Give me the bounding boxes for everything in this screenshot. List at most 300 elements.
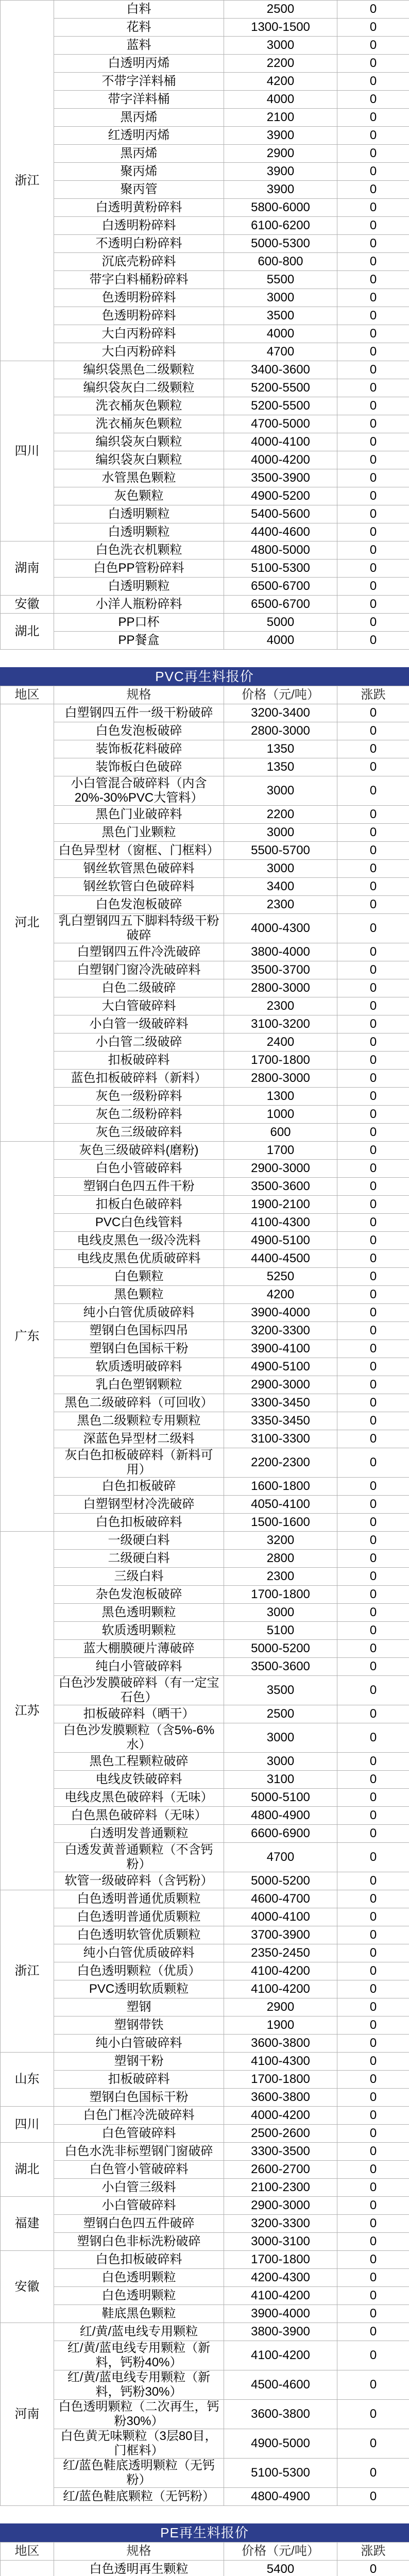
price-cell: 3000 <box>224 1753 337 1771</box>
change-cell: 0 <box>337 997 409 1015</box>
table-row <box>1 997 409 1015</box>
region-cell: 山东 <box>1 2053 54 2107</box>
price-cell: 2300 <box>224 896 337 914</box>
spec-cell: 电线皮黑色优质破碎料 <box>54 1250 224 1268</box>
change-cell: 0 <box>337 632 409 650</box>
change-cell: 0 <box>337 181 409 199</box>
region-cell: 福建 <box>1 2197 54 2251</box>
spec-cell: 白色透明颗粒（二次再生，钙粉30%） <box>54 2400 224 2429</box>
price-cell: 4200-4300 <box>224 2269 337 2287</box>
change-cell: 0 <box>337 842 409 860</box>
table-row <box>1 127 409 145</box>
price-section <box>0 667 409 2506</box>
price-cell: 3500-3600 <box>224 1658 337 1676</box>
table-row <box>1 433 409 451</box>
change-cell: 0 <box>337 2561 409 2576</box>
spec-cell: 灰色颗粒 <box>54 487 224 505</box>
spec-cell: 黑丙烯 <box>54 145 224 163</box>
table-row <box>1 1872 409 1890</box>
change-cell: 0 <box>337 596 409 614</box>
spec-cell: 黑色二级破碎料（可回收） <box>54 1394 224 1412</box>
spec-cell: 白色透明颗粒 <box>54 2269 224 2287</box>
header-row <box>1 686 409 704</box>
table-row <box>1 2370 409 2400</box>
table-row <box>1 614 409 632</box>
table-row <box>1 806 409 824</box>
price-cell: 2200-2300 <box>224 1448 337 1478</box>
change-cell: 0 <box>337 578 409 596</box>
change-cell: 0 <box>337 217 409 235</box>
spec-cell: 白透发黄普通颗粒（不含钙粉） <box>54 1843 224 1872</box>
change-cell: 0 <box>337 1998 409 2016</box>
spec-cell: 大白管破碎料 <box>54 997 224 1015</box>
table-row <box>1 1304 409 1322</box>
price-cell: 4100-4200 <box>224 2287 337 2305</box>
change-cell: 0 <box>337 1430 409 1448</box>
spec-cell: 黑色工程颗粒破碎 <box>54 1753 224 1771</box>
price-cell: 3000-3100 <box>224 2233 337 2251</box>
change-cell: 0 <box>337 1412 409 1430</box>
table-row <box>1 2429 409 2459</box>
table-row <box>1 451 409 469</box>
price-cell: 3000 <box>224 289 337 307</box>
spec-cell: 小白管破碎料 <box>54 2197 224 2215</box>
spec-cell: 白透明颗粒 <box>54 578 224 596</box>
table-row <box>1 961 409 979</box>
change-cell: 0 <box>337 1658 409 1676</box>
change-cell: 0 <box>337 397 409 415</box>
spec-cell: 软质透明颗粒 <box>54 1622 224 1640</box>
table-row <box>1 1908 409 1926</box>
change-cell: 0 <box>337 451 409 469</box>
price-cell: 3000 <box>224 860 337 878</box>
spec-cell: 黑丙烯 <box>54 109 224 127</box>
spec-cell: 白透明黄粉碎料 <box>54 199 224 217</box>
spec-cell: PVC白色线管料 <box>54 1214 224 1232</box>
table-row <box>1 1604 409 1622</box>
table-row <box>1 824 409 842</box>
price-cell: 2900-3000 <box>224 1160 337 1178</box>
table-row <box>1 109 409 127</box>
spec-cell: 白塑钢门窗冷洗破碎料 <box>54 961 224 979</box>
table-row <box>1 1052 409 1070</box>
change-cell: 0 <box>337 1015 409 1033</box>
price-cell: 3100-3200 <box>224 1015 337 1033</box>
spec-cell: 白色异型材（窗框、门框料） <box>54 842 224 860</box>
price-cell: 2500 <box>224 1 337 19</box>
table-row <box>1 1142 409 1160</box>
change-cell: 0 <box>337 1807 409 1825</box>
spec-cell: 小白管二级破碎 <box>54 1033 224 1052</box>
table-row <box>1 943 409 961</box>
table-row <box>1 1550 409 1568</box>
spec-cell: 大白丙粉碎料 <box>54 343 224 361</box>
section-title: PE再生料报价 <box>0 2523 409 2542</box>
price-cell: 3400-3600 <box>224 361 337 379</box>
price-cell: 1350 <box>224 740 337 758</box>
price-cell: 3500 <box>224 1676 337 1705</box>
change-cell: 0 <box>337 1496 409 1514</box>
price-table <box>0 2542 409 2576</box>
price-cell: 4800-5000 <box>224 541 337 560</box>
table-row <box>1 596 409 614</box>
spec-cell: 白色小管破碎料 <box>54 1160 224 1178</box>
price-section <box>0 0 409 650</box>
change-cell: 0 <box>337 1550 409 1568</box>
price-cell: 2350-2450 <box>224 1944 337 1962</box>
table-row <box>1 578 409 596</box>
change-cell: 0 <box>337 91 409 109</box>
spec-cell: 白色沙发膜破碎料（有一定宝石色） <box>54 1676 224 1705</box>
table-row <box>1 704 409 722</box>
price-cell: 3900-4000 <box>224 1304 337 1322</box>
table-row <box>1 2071 409 2089</box>
spec-cell: 扣板破碎料（晒干） <box>54 1705 224 1723</box>
table-row <box>1 37 409 55</box>
price-cell: 4600-4700 <box>224 1890 337 1908</box>
spec-cell: 一级硬白料 <box>54 1532 224 1550</box>
change-cell: 0 <box>337 1908 409 1926</box>
spec-cell: 塑钢白色非标洗粉破碎 <box>54 2233 224 2251</box>
change-cell: 0 <box>337 19 409 37</box>
price-cell: 5800-6000 <box>224 199 337 217</box>
change-cell: 0 <box>337 2305 409 2323</box>
region-cell: 四川 <box>1 2107 54 2143</box>
price-cell: 4900-5100 <box>224 1232 337 1250</box>
spec-cell: 白透明发普通颗粒 <box>54 1825 224 1843</box>
change-cell: 0 <box>337 1250 409 1268</box>
price-cell: 4000 <box>224 91 337 109</box>
spec-cell: 聚丙管 <box>54 181 224 199</box>
price-cell: 2400 <box>224 1033 337 1052</box>
table-row <box>1 1286 409 1304</box>
table-row <box>1 1980 409 1998</box>
spec-cell: 纯小白管优质破碎料 <box>54 1944 224 1962</box>
price-cell: 4200 <box>224 73 337 91</box>
price-cell: 1700-1800 <box>224 1052 337 1070</box>
change-cell: 0 <box>337 1232 409 1250</box>
spec-cell: 沉底壳粉碎料 <box>54 253 224 271</box>
change-cell: 0 <box>337 1322 409 1340</box>
table-row <box>1 1926 409 1944</box>
change-cell: 0 <box>337 1268 409 1286</box>
spec-cell: 灰色一级粉碎料 <box>54 1088 224 1106</box>
price-cell: 4700-5000 <box>224 415 337 433</box>
price-cell: 3900-4100 <box>224 1340 337 1358</box>
table-row <box>1 505 409 523</box>
price-cell: 3900 <box>224 127 337 145</box>
price-cell: 3500-3700 <box>224 961 337 979</box>
change-cell: 0 <box>337 235 409 253</box>
spec-cell: 红/黄/蓝电线专用颗粒（新料，钙粉30%） <box>54 2370 224 2400</box>
spec-cell: 蓝大棚膜硬片薄破碎 <box>54 1640 224 1658</box>
spec-cell: 塑钢白色四五件干粉 <box>54 1178 224 1196</box>
price-cell: 2600-2700 <box>224 2161 337 2179</box>
change-cell: 0 <box>337 1340 409 1358</box>
spec-cell: 聚丙烯 <box>54 163 224 181</box>
change-cell: 0 <box>337 1478 409 1496</box>
spec-cell: 装饰板花料破碎 <box>54 740 224 758</box>
price-cell: 4500-4600 <box>224 2370 337 2400</box>
change-cell: 0 <box>337 2143 409 2161</box>
change-cell: 0 <box>337 37 409 55</box>
spec-cell: 塑钢带铁 <box>54 2016 224 2035</box>
change-cell: 0 <box>337 2016 409 2035</box>
price-cell: 4000-4100 <box>224 1908 337 1926</box>
header-spec: 规格 <box>54 686 224 704</box>
header-price: 价格（元/吨） <box>224 2543 337 2561</box>
price-section <box>0 2523 409 2576</box>
price-cell: 4100-4200 <box>224 1962 337 1980</box>
change-cell: 0 <box>337 2370 409 2400</box>
price-cell: 4800-4900 <box>224 1807 337 1825</box>
price-cell: 2100 <box>224 109 337 127</box>
table-row <box>1 758 409 776</box>
table-row <box>1 1250 409 1268</box>
spec-cell: 白色扣板破碎料 <box>54 2251 224 2269</box>
table-row <box>1 2488 409 2506</box>
region-cell: 安徽 <box>1 2251 54 2323</box>
region-cell <box>1 2561 54 2576</box>
spec-cell: 洗衣桶灰色颗粒 <box>54 397 224 415</box>
price-cell: 5400 <box>224 2561 337 2576</box>
price-cell: 4900-5200 <box>224 487 337 505</box>
spec-cell: 塑钢干粉 <box>54 2053 224 2071</box>
spec-cell: 小洋人瓶粉碎料 <box>54 596 224 614</box>
spec-cell: 黑色门业颗粒 <box>54 824 224 842</box>
table-row <box>1 1807 409 1825</box>
price-cell: 1300 <box>224 1088 337 1106</box>
change-cell: 0 <box>337 145 409 163</box>
change-cell: 0 <box>337 307 409 325</box>
change-cell: 0 <box>337 1196 409 1214</box>
price-cell: 1900-2100 <box>224 1196 337 1214</box>
change-cell: 0 <box>337 914 409 943</box>
spec-cell: 纯小白管优质破碎料 <box>54 1304 224 1322</box>
header-price: 价格（元/吨） <box>224 686 337 704</box>
header-region: 地区 <box>1 686 54 704</box>
table-row <box>1 1890 409 1908</box>
spec-cell: 红/蓝色鞋底透明颗粒（无钙粉） <box>54 2459 224 2488</box>
spec-cell: 白色扣板破碎料 <box>54 1514 224 1532</box>
table-row <box>1 2341 409 2370</box>
spec-cell: 白色沙发膜颗粒（含5%-6%水） <box>54 1723 224 1753</box>
change-cell: 0 <box>337 614 409 632</box>
price-cell: 1700-1800 <box>224 2251 337 2269</box>
price-cell: 4000-4200 <box>224 2107 337 2125</box>
table-row <box>1 1705 409 1723</box>
price-cell: 2800-3000 <box>224 1070 337 1088</box>
price-cell: 3200 <box>224 1532 337 1550</box>
table-row <box>1 2233 409 2251</box>
price-cell: 4000-4100 <box>224 433 337 451</box>
spec-cell: 装饰板白色破碎 <box>54 758 224 776</box>
spec-cell: 白色管小管破碎料 <box>54 2161 224 2179</box>
price-cell: 5200-5500 <box>224 379 337 397</box>
table-row <box>1 217 409 235</box>
change-cell: 0 <box>337 722 409 740</box>
spec-cell: 蓝色扣板破碎料（新料） <box>54 1070 224 1088</box>
price-table <box>0 686 409 2506</box>
table-row <box>1 1514 409 1532</box>
table-row <box>1 1358 409 1376</box>
price-cell: 4100-4300 <box>224 2053 337 2071</box>
table-row <box>1 1586 409 1604</box>
spec-cell: 编织袋黑色二级颗粒 <box>54 361 224 379</box>
table-row <box>1 632 409 650</box>
spec-cell: 带字白料桶粉碎料 <box>54 271 224 289</box>
change-cell: 0 <box>337 1286 409 1304</box>
table-row <box>1 1825 409 1843</box>
spec-cell: 黑色门业破碎料 <box>54 806 224 824</box>
price-cell: 4050-4100 <box>224 1496 337 1514</box>
change-cell: 0 <box>337 433 409 451</box>
price-cell: 1700-1800 <box>224 2071 337 2089</box>
change-cell: 0 <box>337 824 409 842</box>
spec-cell: 白色透明颗粒 <box>54 2287 224 2305</box>
table-row <box>1 2179 409 2197</box>
price-cell: 3500-3900 <box>224 469 337 487</box>
change-cell: 0 <box>337 1033 409 1052</box>
spec-cell: 扣板破碎料 <box>54 1052 224 1070</box>
table-row <box>1 1376 409 1394</box>
price-cell: 5500-5700 <box>224 842 337 860</box>
price-cell: 4700 <box>224 1843 337 1872</box>
price-cell: 1350 <box>224 758 337 776</box>
spec-cell: 白色黄无味颗粒（3层80目，门框料） <box>54 2429 224 2459</box>
price-cell: 4700 <box>224 343 337 361</box>
table-row <box>1 2016 409 2035</box>
change-cell: 0 <box>337 1070 409 1088</box>
table-row <box>1 878 409 896</box>
table-row <box>1 2287 409 2305</box>
change-cell: 0 <box>337 896 409 914</box>
table-row <box>1 1033 409 1052</box>
table-row <box>1 1160 409 1178</box>
table-row <box>1 2459 409 2488</box>
spec-cell: 白色扣板破碎 <box>54 1478 224 1496</box>
spec-cell: 白色透明普通优质颗粒 <box>54 1908 224 1926</box>
table-row <box>1 19 409 37</box>
price-cell: 3000 <box>224 37 337 55</box>
spec-cell: 大白丙粉碎料 <box>54 325 224 343</box>
table-row <box>1 163 409 181</box>
spec-cell: 红/蓝色鞋底颗粒（无钙粉） <box>54 2488 224 2506</box>
table-row <box>1 896 409 914</box>
spec-cell: 小白管三级料 <box>54 2179 224 2197</box>
price-cell: 3300-3450 <box>224 1394 337 1412</box>
price-cell: 3200-3300 <box>224 2215 337 2233</box>
change-cell: 0 <box>337 1676 409 1705</box>
price-cell: 2500-2600 <box>224 2125 337 2143</box>
price-cell: 600-800 <box>224 253 337 271</box>
price-cell: 1700 <box>224 1142 337 1160</box>
price-table <box>0 0 409 650</box>
price-cell: 2800-3000 <box>224 722 337 740</box>
spec-cell: 白透明颗粒 <box>54 523 224 541</box>
price-cell: 1900 <box>224 2016 337 2035</box>
price-cell: 3900-4000 <box>224 2305 337 2323</box>
spec-cell: 编织袋灰白颗粒 <box>54 433 224 451</box>
table-row <box>1 1843 409 1872</box>
spec-cell: 白塑钢型材冷洗破碎 <box>54 1496 224 1514</box>
price-cell: 2900-3000 <box>224 2197 337 2215</box>
change-cell: 0 <box>337 1124 409 1142</box>
table-row <box>1 722 409 740</box>
table-row <box>1 73 409 91</box>
table-row <box>1 1640 409 1658</box>
table-row <box>1 145 409 163</box>
change-cell: 0 <box>337 1088 409 1106</box>
spec-cell: 扣板白色破碎料 <box>54 1196 224 1214</box>
spec-cell: 不透明白粉碎料 <box>54 235 224 253</box>
price-cell: 5500 <box>224 271 337 289</box>
spec-cell: 带字洋料桶 <box>54 91 224 109</box>
price-cell: 6500-6700 <box>224 596 337 614</box>
price-cell: 5000-5200 <box>224 1872 337 1890</box>
table-row <box>1 1088 409 1106</box>
change-cell: 0 <box>337 361 409 379</box>
change-cell: 0 <box>337 1944 409 1962</box>
change-cell: 0 <box>337 2161 409 2179</box>
table-row <box>1 2197 409 2215</box>
change-cell: 0 <box>337 2071 409 2089</box>
change-cell: 0 <box>337 1586 409 1604</box>
table-row <box>1 2143 409 2161</box>
region-cell: 浙江 <box>1 1 54 361</box>
table-row <box>1 1394 409 1412</box>
price-cell: 3600-3800 <box>224 2400 337 2429</box>
spec-cell: 水管黑色颗粒 <box>54 469 224 487</box>
change-cell: 0 <box>337 560 409 578</box>
change-cell: 0 <box>337 1825 409 1843</box>
spec-cell: 钢丝软管白色破碎料 <box>54 878 224 896</box>
table-row <box>1 776 409 806</box>
table-row <box>1 469 409 487</box>
spec-cell: 杂色发泡板破碎 <box>54 1586 224 1604</box>
change-cell: 0 <box>337 2179 409 2197</box>
spec-cell: 白色透明再生颗粒 <box>54 2561 224 2576</box>
change-cell: 0 <box>337 806 409 824</box>
header-change: 涨跌 <box>337 2543 409 2561</box>
spec-cell: 编织袋灰白颗粒 <box>54 451 224 469</box>
table-row <box>1 2161 409 2179</box>
region-cell: 安徽 <box>1 596 54 614</box>
spec-cell: 鞋底黑色颗粒 <box>54 2305 224 2323</box>
table-row <box>1 1753 409 1771</box>
price-cell: 5100-5300 <box>224 2459 337 2488</box>
change-cell: 0 <box>337 1214 409 1232</box>
price-cell: 3500-3600 <box>224 1178 337 1196</box>
price-cell: 5200-5500 <box>224 397 337 415</box>
table-row <box>1 2053 409 2071</box>
table-row <box>1 325 409 343</box>
table-row <box>1 1723 409 1753</box>
change-cell: 0 <box>337 1532 409 1550</box>
change-cell: 0 <box>337 325 409 343</box>
price-cell: 3000 <box>224 776 337 806</box>
change-cell: 0 <box>337 2035 409 2053</box>
price-cell: 6600-6900 <box>224 1825 337 1843</box>
table-row <box>1 1322 409 1340</box>
price-cell: 4800-4900 <box>224 2488 337 2506</box>
change-cell: 0 <box>337 1753 409 1771</box>
table-row <box>1 2215 409 2233</box>
spec-cell: 白透明粉碎料 <box>54 217 224 235</box>
change-cell: 0 <box>337 271 409 289</box>
price-cell: 3700-3900 <box>224 1926 337 1944</box>
spec-cell: PVC透明软质颗粒 <box>54 1980 224 1998</box>
